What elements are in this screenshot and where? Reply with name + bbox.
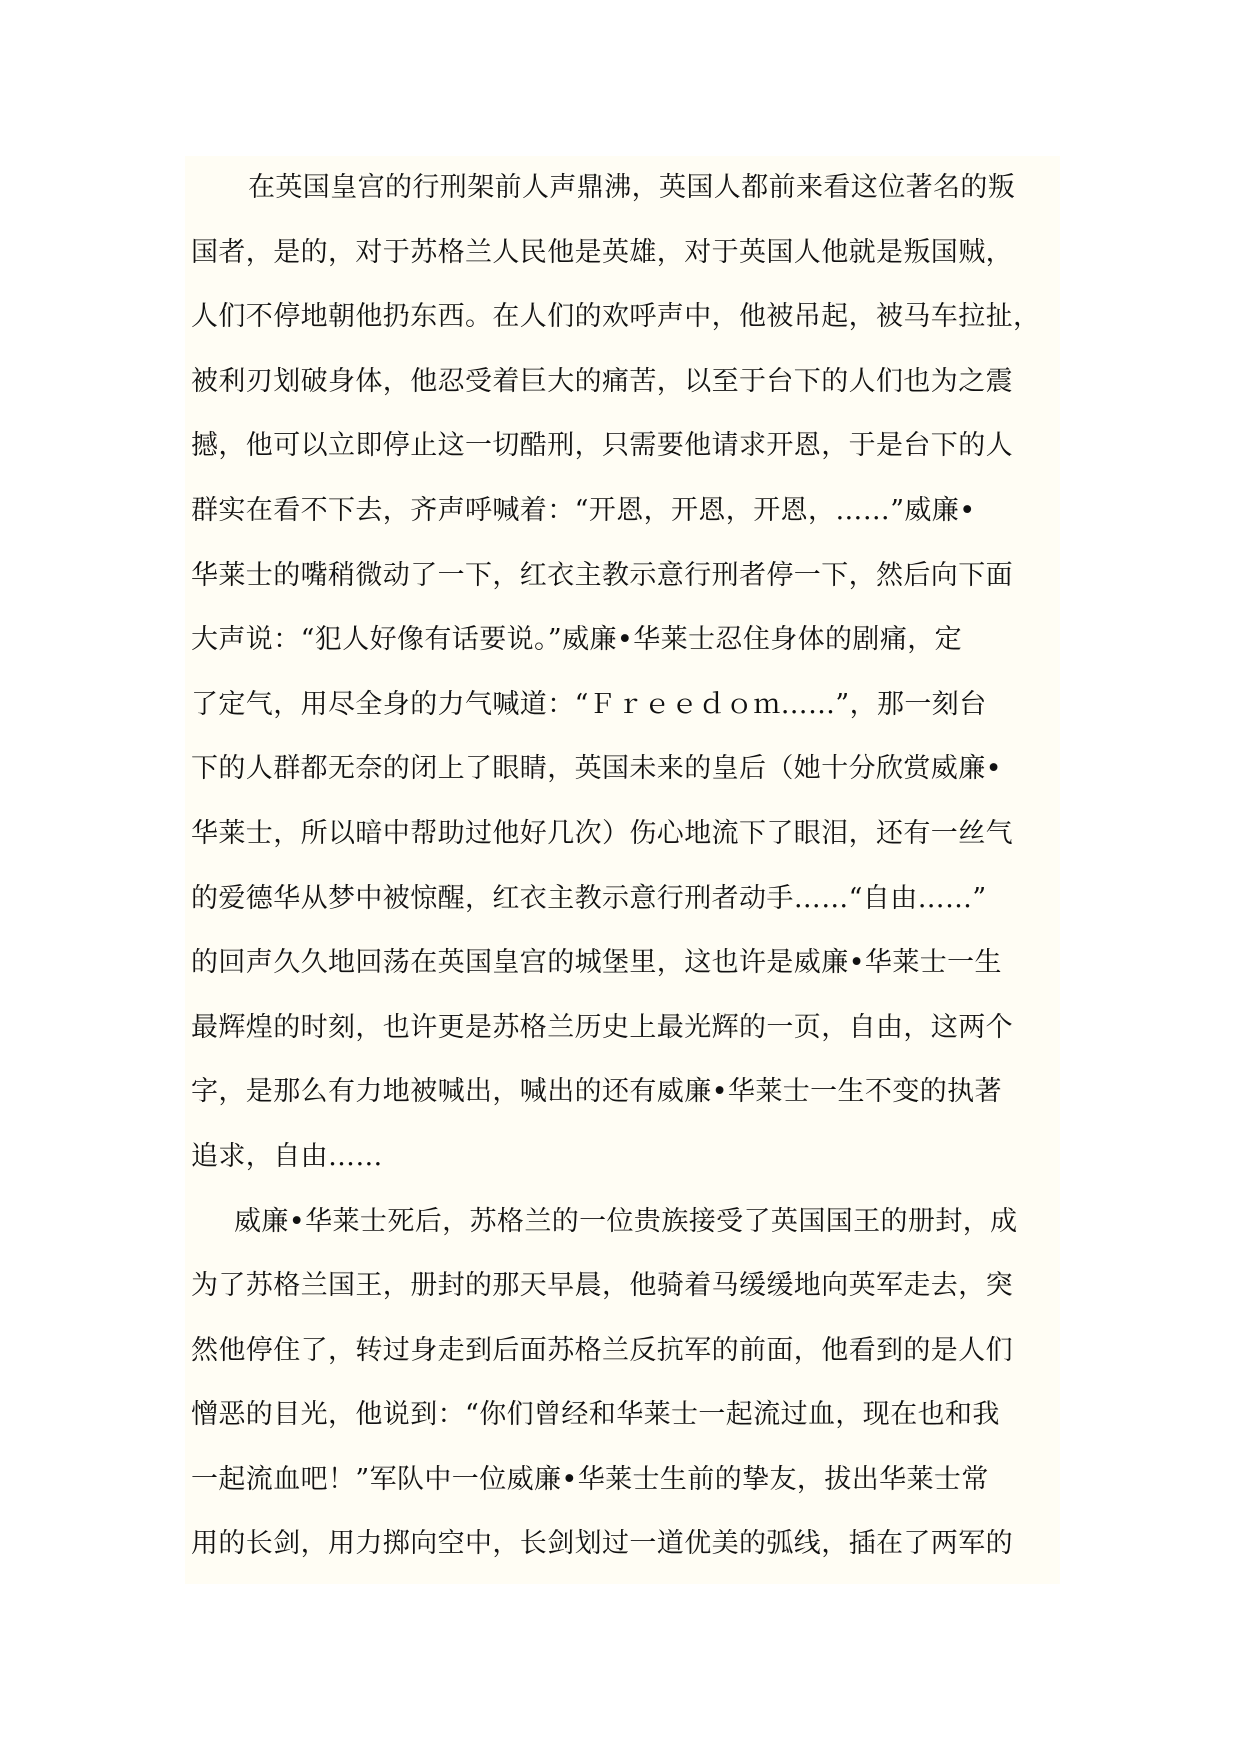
text-line: 用的长剑，用力掷向空中，长剑划过一道优美的弧线，插在了两军的 <box>191 1528 1013 1560</box>
text-line: 然他停住了，转过身走到后面苏格兰反抗军的前面，他看到的是人们 <box>191 1334 1013 1366</box>
text-line: 群实在看不下去，齐声呼喊着：“开恩，开恩，开恩，……”威廉• <box>191 494 976 526</box>
text-line: 华莱士的嘴稍微动了一下，红衣主教示意行刑者停一下，然后向下面 <box>191 559 1013 591</box>
text-line: 国者，是的，对于苏格兰人民他是英雄，对于英国人他就是叛国贼， <box>191 236 1013 268</box>
paragraph-2 <box>191 1190 1060 1578</box>
text-line: 的回声久久地回荡在英国皇宫的城堡里，这也许是威廉•华莱士一生 <box>191 947 1002 979</box>
text-line: 在英国皇宫的行刑架前人声鼎沸，英国人都前来看这位著名的叛 <box>248 172 1016 203</box>
text-line: 华莱士，所以暗中帮助过他好几次）伤心地流下了眼泪，还有一丝气 <box>191 817 1013 849</box>
text-line: 人们不停地朝他扔东西。在人们的欢呼声中，他被吊起，被马车拉扯， <box>191 301 1041 333</box>
text-line: 的爱德华从梦中被惊醒，红衣主教示意行刑者动手……“自由……” <box>191 882 987 914</box>
text-line: 憎恶的目光，他说到：“你们曾经和华莱士一起流过血，现在也和我 <box>191 1399 1000 1431</box>
text-line: 追求，自由…… <box>191 1140 383 1172</box>
text-line: 威廉•华莱士死后，苏格兰的一位贵族接受了英国国王的册封，成 <box>234 1205 1018 1237</box>
text-line: 最辉煌的时刻，也许更是苏格兰历史上最光辉的一页，自由，这两个 <box>191 1011 1013 1043</box>
text-line: 字，是那么有力地被喊出，喊出的还有威廉•华莱士一生不变的执著 <box>191 1076 1002 1108</box>
text-line: 了定气，用尽全身的力气喊道：“Ｆｒｅｅｄｏｍ……”，那一刻台 <box>191 688 987 720</box>
text-line: 撼，他可以立即停止这一切酷刑，只需要他请求开恩，于是台下的人 <box>191 430 1013 462</box>
text-line: 下的人群都无奈的闭上了眼睛，英国未来的皇后（她十分欣赏威廉• <box>191 753 1002 785</box>
text-block <box>185 156 1060 1584</box>
text-line: 一起流血吧！”军队中一位威廉•华莱士生前的挚友，拔出华莱士常 <box>191 1463 989 1495</box>
text-line: 被利刃划破身体，他忍受着巨大的痛苦，以至于台下的人们也为之震 <box>191 365 1013 397</box>
paragraph-1 <box>191 156 1060 1190</box>
text-line: 为了苏格兰国王，册封的那天早晨，他骑着马缓缓地向英军走去，突 <box>191 1270 1013 1302</box>
text-line: 大声说：“犯人好像有话要说。”威廉•华莱士忍住身体的剧痛，定 <box>191 624 963 656</box>
